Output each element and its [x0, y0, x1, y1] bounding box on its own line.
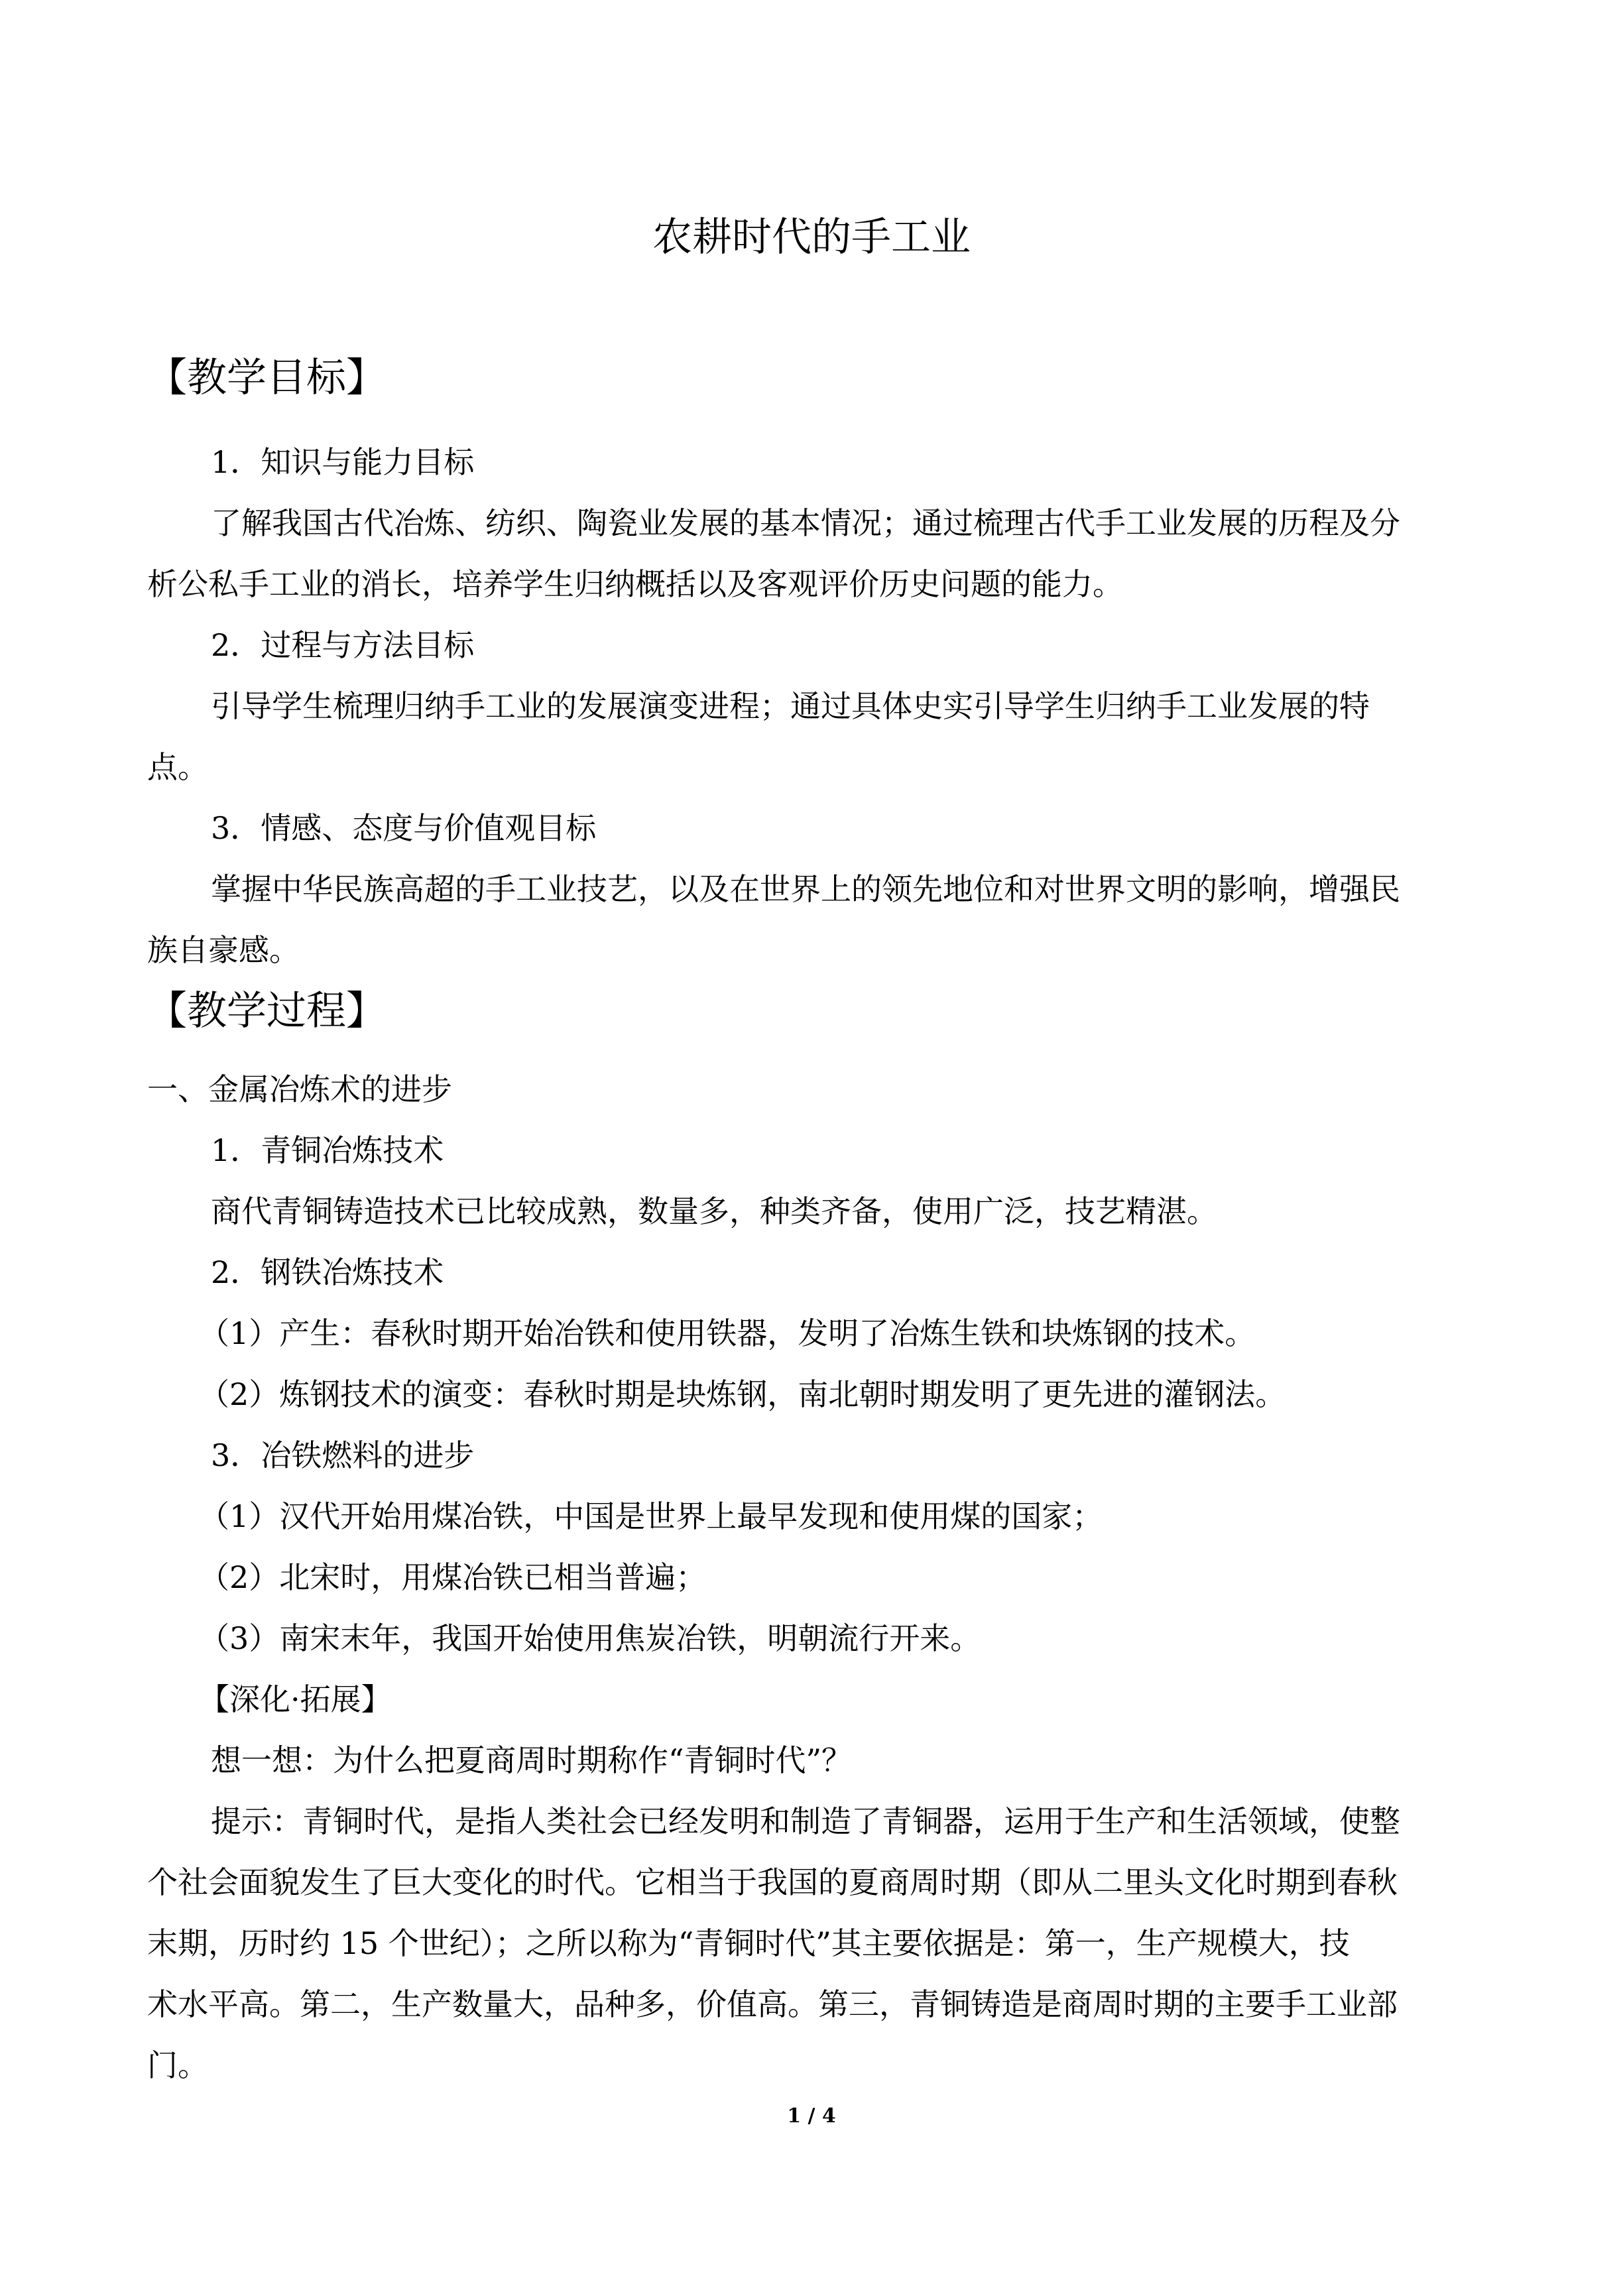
objective-line: 掌握中华民族高超的手工业技艺，以及在世界上的领先地位和对世界文明的影响，增强民: [211, 871, 1400, 907]
process-line: 想一想：为什么把夏商周时期称作“青铜时代”？: [211, 1742, 853, 1778]
process-line: （1）汉代开始用煤冶铁，中国是世界上最早发现和使用煤的国家；: [199, 1498, 1103, 1534]
objective-line: 1．知识与能力目标: [211, 444, 475, 480]
subsection-label-deepen-extend: 【深化·拓展】: [199, 1681, 392, 1717]
objective-line: 引导学生梳理归纳手工业的发展演变进程；通过具体史实引导学生归纳手工业发展的特: [211, 688, 1370, 724]
process-line: 术水平高。第二，生产数量大，品种多，价值高。第三，青铜铸造是商周时期的主要手工业部: [147, 1986, 1398, 2022]
objective-line: 了解我国古代冶炼、纺织、陶瓷业发展的基本情况；通过梳理古代手工业发展的历程及分: [211, 505, 1400, 541]
process-line: 3．冶铁燃料的进步: [211, 1437, 475, 1473]
process-line: 商代青铜铸造技术已比较成熟，数量多，种类齐备，使用广泛，技艺精湛。: [211, 1193, 1217, 1229]
process-line: 1．青铜冶炼技术: [211, 1132, 444, 1168]
process-line: 提示：青铜时代，是指人类社会已经发明和制造了青铜器，运用于生产和生活领域，使整: [211, 1803, 1400, 1839]
objective-line: 析公私手工业的消长，培养学生归纳概括以及客观评价历史问题的能力。: [147, 566, 1123, 602]
process-line: （3）南宋末年，我国开始使用焦炭冶铁，明朝流行开来。: [199, 1620, 981, 1656]
process-line: 一、金属冶炼术的进步: [147, 1071, 452, 1107]
objective-line: 2．过程与方法目标: [211, 627, 475, 663]
process-line: 门。: [147, 2047, 208, 2083]
objective-line: 3．情感、态度与价值观目标: [211, 810, 597, 846]
process-line: （2）炼钢技术的演变：春秋时期是块炼钢，南北朝时期发明了更先进的灌钢法。: [199, 1376, 1286, 1412]
objective-line: 族自豪感。: [147, 932, 300, 968]
page-number: 1 / 4: [787, 2104, 836, 2128]
document-title: 农耕时代的手工业: [652, 214, 971, 261]
process-line: （2）北宋时，用煤冶铁已相当普遍；: [199, 1559, 707, 1595]
section-heading-process: 【教学过程】: [147, 988, 386, 1034]
process-line: 2．钢铁冶炼技术: [211, 1254, 444, 1290]
process-line: 末期，历时约 15 个世纪）；之所以称为“青铜时代”其主要依据是：第一，生产规模大，技: [147, 1925, 1350, 1961]
section-heading-objectives: 【教学目标】: [147, 355, 386, 401]
process-line: （1）产生：春秋时期开始冶铁和使用铁器，发明了冶炼生铁和块炼钢的技术。: [199, 1315, 1256, 1351]
process-line: 个社会面貌发生了巨大变化的时代。它相当于我国的夏商周时期（即从二里头文化时期到春秋: [147, 1864, 1398, 1900]
objective-line: 点。: [147, 749, 208, 785]
